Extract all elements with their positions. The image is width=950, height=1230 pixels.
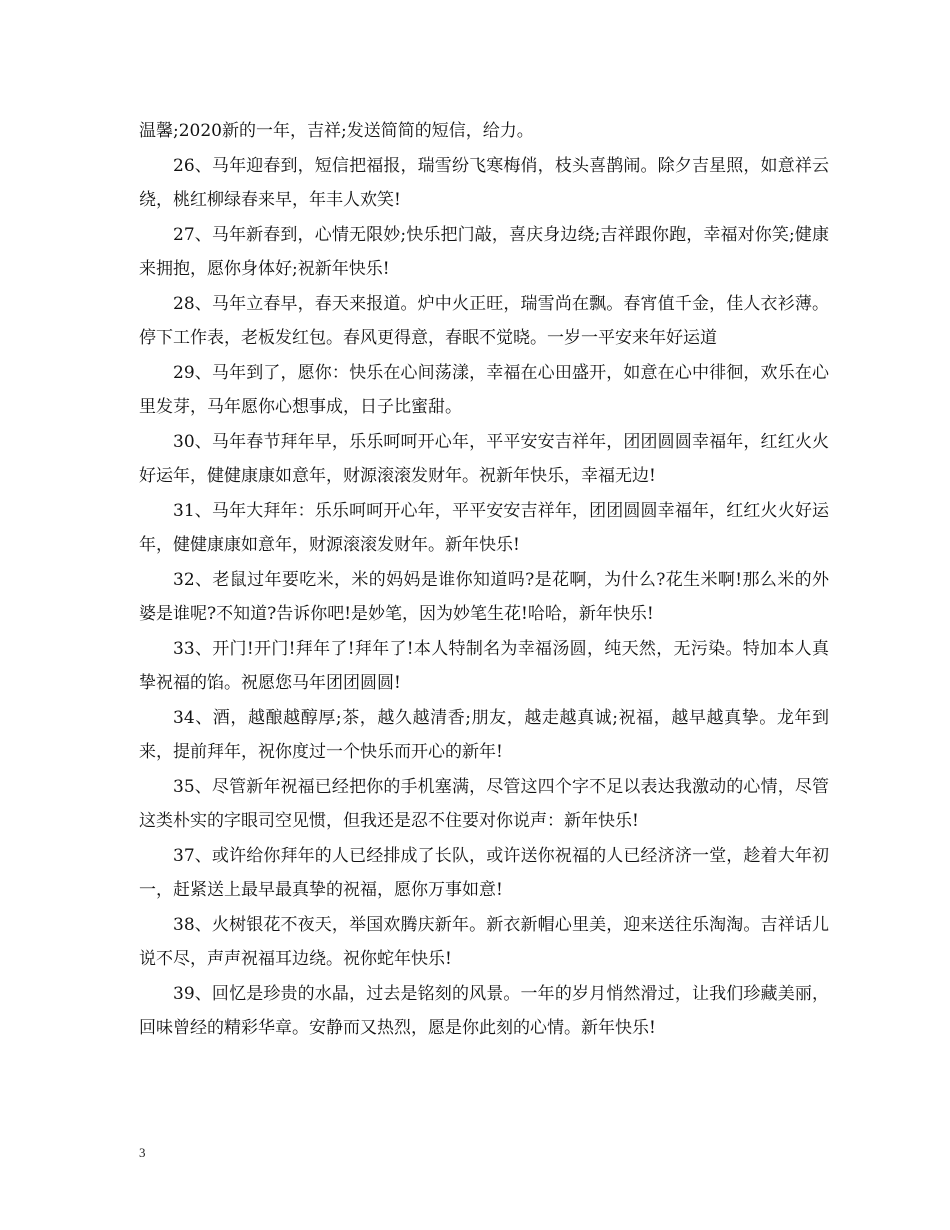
paragraph-26: 26、马年迎春到，短信把福报，瑞雪纷飞寒梅俏，枝头喜鹊闹。除夕吉星照，如意祥云绕，桃红柳绿春来早，年丰人欢笑! — [139, 155, 829, 210]
paragraph-27: 27、马年新春到，心情无限妙;快乐把门敲，喜庆身边绕;吉祥跟你跑，幸福对你笑;健康来拥抱，愿你身体好;祝新年快乐! — [139, 224, 829, 279]
paragraph-39: 39、回忆是珍贵的水晶，过去是铭刻的风景。一年的岁月悄然滑过，让我们珍藏美丽，回味曾经的精彩华章。安静而又热烈，愿是你此刻的心情。新年快乐! — [139, 983, 829, 1038]
paragraph-33: 33、开门!开门!拜年了!拜年了!本人特制名为幸福汤圆，纯天然，无污染。特加本人真挚祝福的馅。祝愿您马年团团圆圆! — [139, 638, 829, 693]
page-number: 3 — [139, 1145, 146, 1160]
paragraph-28: 28、马年立春早，春天来报道。炉中火正旺，瑞雪尚在飘。春宵值千金，佳人衣衫薄。停下工作表，老板发红包。春风更得意，春眠不觉晓。一岁一平安来年好运道 — [139, 293, 829, 348]
paragraph-37: 37、或许给你拜年的人已经排成了长队，或许送你祝福的人已经济济一堂，趁着大年初一，赶紧送上最早最真挚的祝福，愿你万事如意! — [139, 845, 829, 900]
paragraph-32: 32、老鼠过年要吃米，米的妈妈是谁你知道吗?是花啊，为什么?花生米啊!那么米的外婆是谁呢?不知道?告诉你吧!是妙笔，因为妙笔生花!哈哈，新年快乐! — [139, 569, 829, 624]
paragraph-29: 29、马年到了，愿你：快乐在心间荡漾，幸福在心田盛开，如意在心中徘徊，欢乐在心里发芽，马年愿你心想事成，日子比蜜甜。 — [139, 362, 829, 417]
paragraph-30: 30、马年春节拜年早，乐乐呵呵开心年，平平安安吉祥年，团团圆圆幸福年，红红火火好运年，健健康康如意年，财源滚滚发财年。祝新年快乐，幸福无边! — [139, 431, 829, 486]
paragraph-31: 31、马年大拜年：乐乐呵呵开心年，平平安安吉祥年，团团圆圆幸福年，红红火火好运年，健健康康如意年，财源滚滚发财年。新年快乐! — [139, 500, 829, 555]
paragraph-38: 38、火树银花不夜天，举国欢腾庆新年。新衣新帽心里美，迎来送往乐淘淘。吉祥话儿说不尽，声声祝福耳边绕。祝你蛇年快乐! — [139, 914, 829, 969]
paragraph-continuation: 温馨;2020新的一年，吉祥;发送简简的短信，给力。 — [139, 121, 534, 141]
paragraph-35: 35、尽管新年祝福已经把你的手机塞满，尽管这四个字不足以表达我激动的心情，尽管这类朴实的字眼司空见惯，但我还是忍不住要对你说声：新年快乐! — [139, 776, 829, 831]
document-body — [139, 114, 829, 1046]
paragraph-34: 34、酒，越酿越醇厚;茶，越久越清香;朋友，越走越真诚;祝福，越早越真挚。龙年到来，提前拜年，祝你度过一个快乐而开心的新年! — [139, 707, 829, 762]
